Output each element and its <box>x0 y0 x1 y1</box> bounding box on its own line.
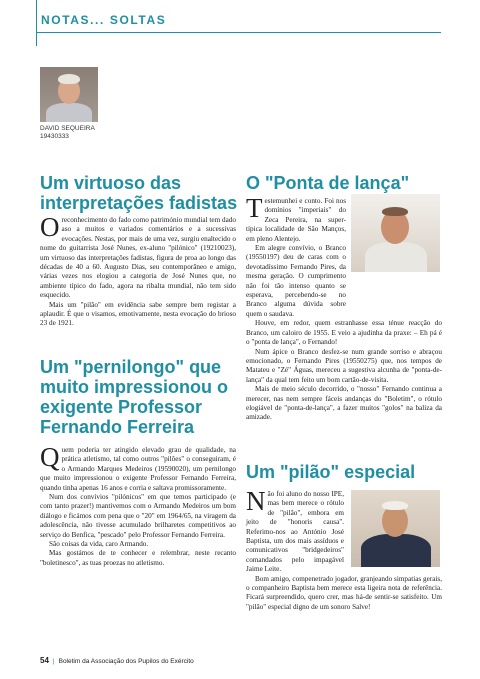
article1-paragraph: reconhecimento do fado como património mundial tem dado aso a muitos e variados comentários e a sucessivas evocações. Nestas, por mais de uma vez, surgiu enaltecido o nome do guitarrista José Nunes, ex-aluno "pilónico" (19210023), um virtuoso das interpretações fadistas, figura de proa ao longo das décadas de 40 a 60. Augusto Dias, seu contemporâneo e amigo, várias vezes nos elogiou a categoria de José Nunes que, no ambiente típico do fado, agora na ribalta mundial, não tem sido esquecido. <box>40 216 236 300</box>
article1-paragraph: Mais um "pilão" em evidência sabe sempre bem registar a aplaudir. É que o visamos, emotivamente, nesta evocação do brioso 23 de 1921. <box>40 300 236 328</box>
author-caption <box>40 125 95 141</box>
article4-title: Um "pilão" especial <box>246 462 416 482</box>
article2-paragraph: Mas gostámos de te conhecer e relembrar, neste recanto "boletinesco", as tuas proezas no atletismo. <box>40 549 236 567</box>
article2-body <box>40 442 236 568</box>
article2-dropcap: Q <box>40 442 60 472</box>
article3-body <box>246 193 442 423</box>
footer-separator: | <box>52 658 55 665</box>
article3-title: O "Ponta de lança" <box>246 173 410 193</box>
page-header <box>0 0 480 46</box>
article4-dropcap: N <box>246 486 266 516</box>
article3-paragraph: estemunhei e conto. Foi nos domínios "imperiais" do Zeca Pereira, na super-típica localidade de São Manços, em pleno Alentejo. <box>246 197 346 243</box>
article2-title: Um "pernilongo" que muito impressionou o exigente Professor Fernando Ferreira <box>40 357 229 437</box>
article4-body <box>246 486 442 612</box>
article1-title: Um virtuoso das interpretações fadistas <box>40 173 238 213</box>
article1-body <box>40 212 236 329</box>
header-divider-vertical <box>36 0 37 46</box>
header-rule <box>36 32 441 33</box>
page-footer <box>40 656 194 665</box>
article2-paragraph: São coisas da vida, caro Armando. <box>49 540 149 549</box>
author-photo <box>40 67 98 122</box>
section-title: NOTAS... SOLTAS <box>41 13 167 27</box>
page-number: 54 <box>40 656 49 665</box>
author-name: DAVID SEQUEIRA <box>40 125 95 132</box>
article4-paragraph: Bom amigo, compenetrado jogador, granjeando simpatias gerais, o companheiro Baptista bem merece esta ligeira nota de referência. Ficará surpreendido, quero crer, mas há-de sentir-se satisfeito. Um "pilão" especial digno de um sonoro Salve! <box>246 574 442 611</box>
author-number: 19430333 <box>40 133 69 140</box>
article3-paragraph: Em alegre convívio, o Branco (19550197) deu de caras com o devotadíssimo Fernando Pires, da mesma geração. O cumprimento não foi tão intenso quanto se esperava, percebendo-se no Branco alguma dúvida sobre quem o saudava. <box>246 244 346 318</box>
article3-dropcap: T <box>246 193 263 223</box>
article3-paragraph: Num ápice o Branco desfez-se num grande sorriso e abraçou emocionado, o Fernando Pires (19550275) que, nos tempos de Matateu e "Zé" Águas, mereceu a sugestiva alcunha de "ponta-de-lança" da qual tem feito um bom cartão-de-visita. <box>246 347 442 384</box>
article3-paragraph: Houve, em redor, quem estranhasse essa ténue reacção do Branco, um caloiro de 1955. E veio a ajudinha da praxe: – Eh pá é o "ponta de lança", o Fernando! <box>246 319 442 347</box>
article1-dropcap: O <box>40 212 60 242</box>
article2-paragraph: Num dos convívios "pilónicos" em que temos participado (e com tanto prazer!) mantivemos com o Armando Medeiros um bom diálogo e ficámos com pena que o "20" em 1964/65, na viragem da adolescência, não tivesse acumulado brilharetes competitivos ao serviço do Benfica, "pescado" pelo Professor Fernando Ferreira. <box>40 493 236 539</box>
article3-paragraph: Mais de meio século decorrido, o "nosso" Fernando continua a merecer, nas nem sempre fáceis andanças do "Boletim", o rótulo elogiável de "ponta-de-lança", a fazer muitos "golos" na baliza da amizade. <box>246 385 442 422</box>
article2-paragraph: uem poderia ter atingido elevado grau de qualidade, na prática atletismo, tal como outros "pilões" o conseguiram, é o Armando Marques Medeiros (19590020), um pernilongo que muito impressionou o exigente Professor Fernando Ferreira, quando tinha apenas 16 anos e corria e saltava promissoramente. <box>40 446 236 492</box>
article4-paragraph: ão foi aluno do nosso IPE, mas bem merece o rótulo de "pilão", embora em jeito de "honoris causa". Referimo-nos ao António José Baptista, um dos mais assíduos e comunicativos "bridgedeiros" comandados pelo impagável Jaime Leite. <box>246 490 344 574</box>
publication-name: Boletim da Associação dos Pupilos do Exército <box>58 658 194 665</box>
